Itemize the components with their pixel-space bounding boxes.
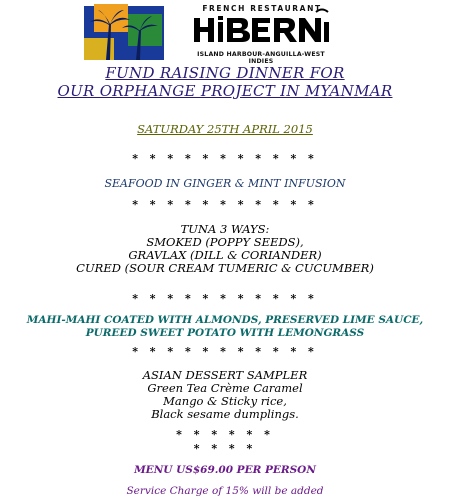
logo-top-text: FRENCH RESTAURANT: [202, 4, 322, 13]
course-tuna-gravlax: GRAVLAX (DILL & CORIANDER): [128, 248, 322, 262]
logo-location-text: ISLAND HARBOUR-ANGUILLA-WEST INDIES: [197, 51, 325, 65]
course-tuna-smoked: SMOKED (POPPY SEEDS),: [146, 235, 304, 249]
restaurant-logo: [84, 4, 334, 65]
dessert-mango-sticky-rice: Mango & Sticky rice,: [163, 394, 287, 408]
separator-stars: * * * *: [193, 442, 257, 455]
menu-price: MENU US$69.00 PER PERSON: [134, 464, 316, 476]
dessert-creme-caramel: Green Tea Crème Caramel: [147, 381, 303, 395]
separator-stars: * * * * * * * * * * *: [132, 198, 318, 211]
event-title-line1: FUND RAISING DINNER FOR: [105, 64, 345, 82]
course-tuna-cured: CURED (SOUR CREAM TUMERIC & CUCUMBER): [76, 261, 374, 275]
event-title-line2: OUR ORPHANGE PROJECT IN MYANMAR: [57, 82, 393, 100]
dessert-heading: ASIAN DESSERT SAMPLER: [142, 368, 308, 382]
course-seafood: SEAFOOD IN GINGER & MINT INFUSION: [104, 177, 346, 190]
course-tuna-heading: TUNA 3 WAYS:: [180, 222, 270, 236]
event-date: SATURDAY 25TH APRIL 2015: [137, 122, 313, 136]
separator-stars: * * * * * * * * * * *: [132, 152, 318, 165]
course-mahi-line1: MAHI-MAHI COATED WITH ALMONDS, PRESERVED LIME SAUCE,: [26, 314, 424, 326]
separator-stars: * * * * * *: [176, 428, 274, 441]
separator-stars: * * * * * * * * * * *: [132, 292, 318, 305]
dessert-sesame-dumplings: Black sesame dumplings.: [151, 407, 299, 421]
separator-stars: * * * * * * * * * * *: [132, 345, 318, 358]
service-charge-note: Service Charge of 15% will be added: [126, 485, 324, 497]
course-mahi-line2: PUREED SWEET POTATO WITH LEMONGRASS: [85, 327, 365, 339]
